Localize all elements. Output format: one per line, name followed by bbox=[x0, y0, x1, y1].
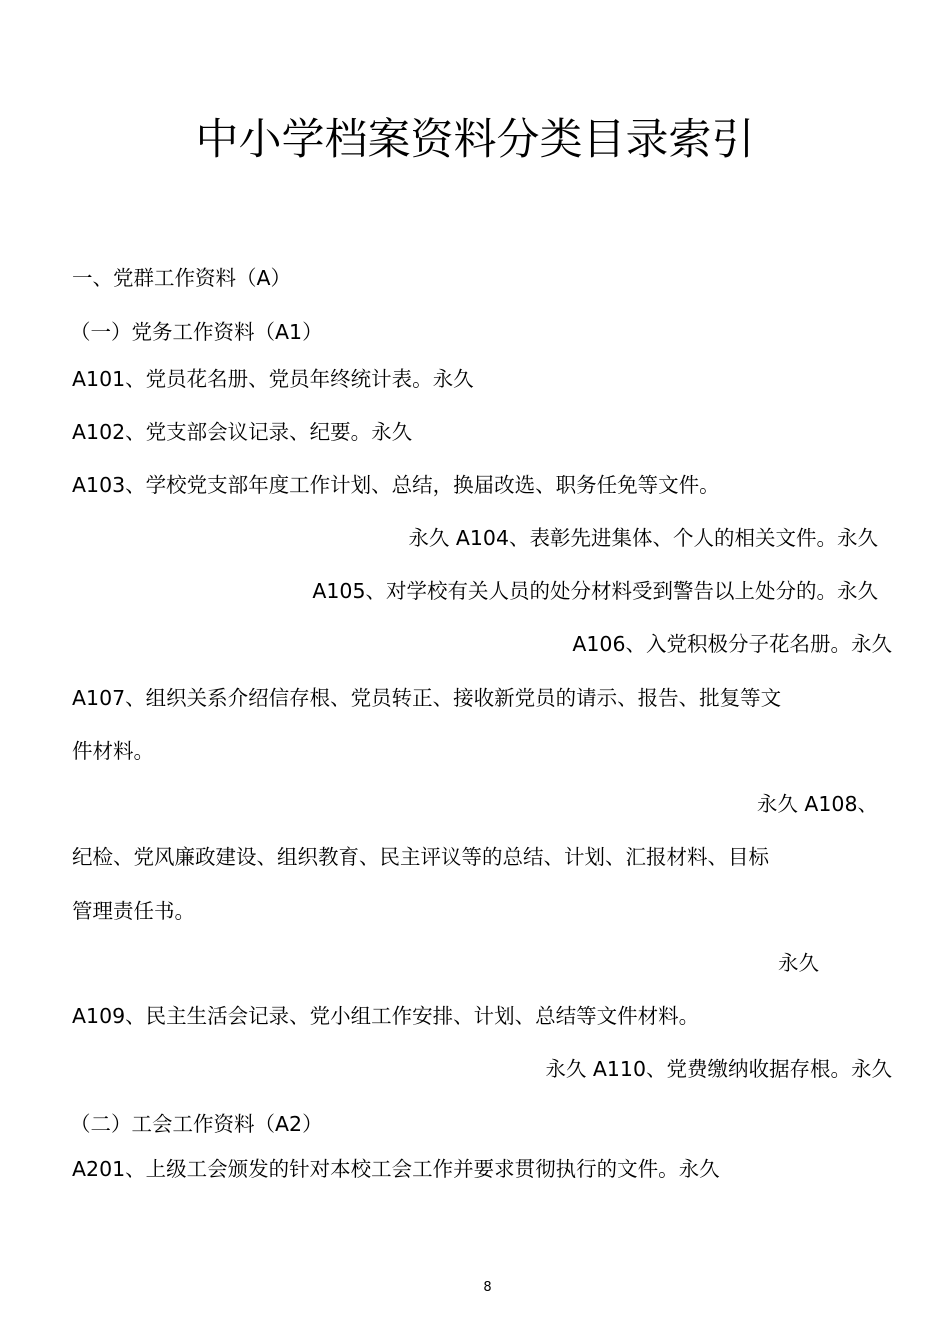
entry-a201: A201、上级工会颁发的针对本校工会工作并要求贯彻执行的文件。永久 bbox=[72, 1157, 720, 1181]
entry-a101: A101、党员花名册、党员年终统计表。永久 bbox=[72, 367, 474, 391]
entry-a108: 纪检、党风廉政建设、组织教育、民主评议等的总结、计划、汇报材料、目标 bbox=[72, 845, 769, 869]
page-number: 8 bbox=[483, 1280, 492, 1295]
entry-a108-continued: 管理责任书。 bbox=[72, 899, 195, 923]
entry-a109: A109、民主生活会记录、党小组工作安排、计划、总结等文件材料。 bbox=[72, 1004, 700, 1028]
entry-a102: A102、党支部会议记录、纪要。永久 bbox=[72, 420, 413, 444]
entry-a108-retention: 永久 bbox=[778, 951, 819, 975]
subsection-heading-party-affairs: （一）党务工作资料（A1） bbox=[70, 320, 323, 344]
document-title: 中小学档案资料分类目录索引 bbox=[195, 115, 755, 165]
entry-a105: A105、对学校有关人员的处分材料受到警告以上处分的。永久 bbox=[312, 579, 878, 603]
entry-a104: 永久 A104、表彰先进集体、个人的相关文件。永久 bbox=[408, 526, 878, 550]
entry-a107-continued: 件材料。 bbox=[72, 739, 154, 763]
entry-a110: 永久 A110、党费缴纳收据存根。永久 bbox=[545, 1057, 892, 1081]
entry-a108-lead: 永久 A108、 bbox=[756, 792, 878, 816]
section-heading-party-mass-work: 一、党群工作资料（A） bbox=[72, 266, 292, 290]
entry-a107: A107、组织关系介绍信存根、党员转正、接收新党员的请示、报告、批复等文 bbox=[72, 686, 782, 710]
entry-a106: A106、入党积极分子花名册。永久 bbox=[572, 632, 892, 656]
entry-a103: A103、学校党支部年度工作计划、总结，换届改选、职务任免等文件。 bbox=[72, 473, 720, 497]
subsection-heading-union-work: （二）工会工作资料（A2） bbox=[70, 1112, 323, 1136]
